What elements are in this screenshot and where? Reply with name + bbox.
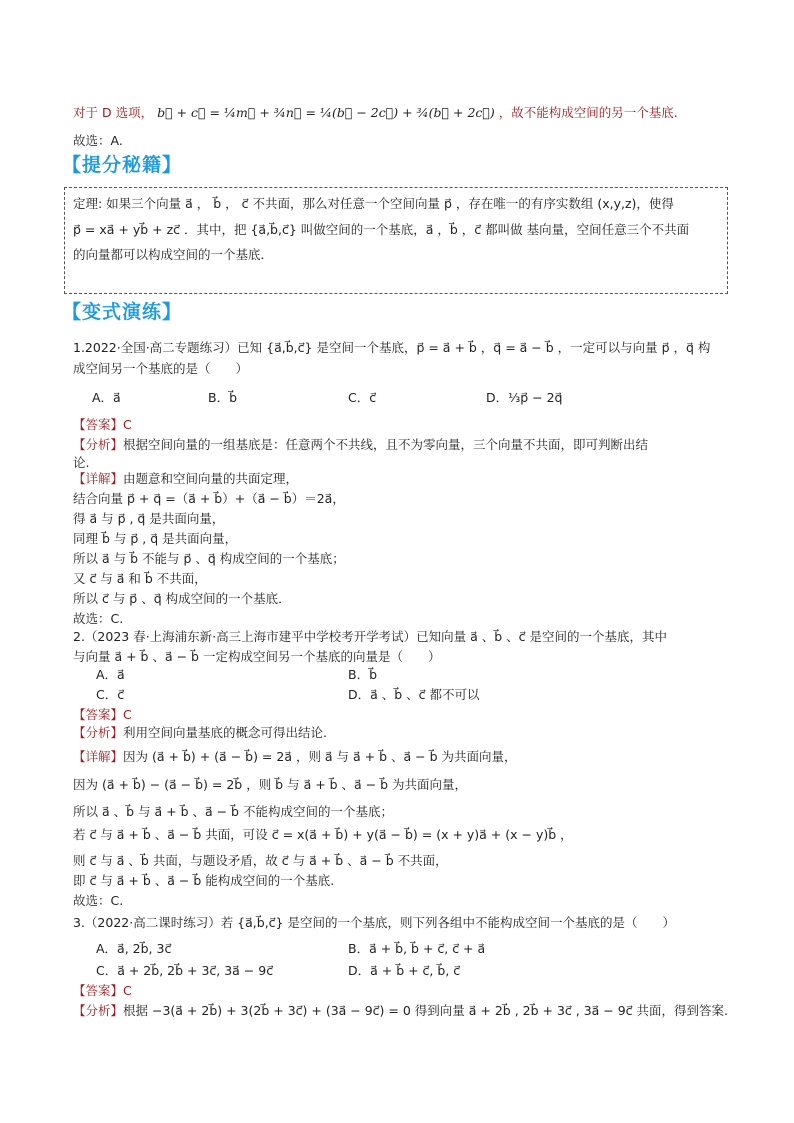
q3-analysis-tag: 【分析】 — [73, 1003, 124, 1018]
q1-detail-6: 又 c⃗ 与 a⃗ 和 b⃗ 不共面， — [73, 571, 207, 586]
section-practice-header: 【变式演练】 — [62, 301, 183, 323]
q3-option-b: B．a⃗ + b⃗, b⃗ + c⃗, c⃗ + a⃗ — [348, 941, 486, 956]
q1-option-b: B．b⃗ — [208, 390, 238, 405]
q3-stem-1: 3.（2022·高二课时练习）若 {a⃗,b⃗,c⃗} 是空间的一个基底，则下列各组中不能构成空间一个基底的是（ ） — [73, 915, 675, 930]
answer-choose: 故选：A. — [73, 133, 123, 148]
q3-answer-tag: 【答案】 — [73, 983, 124, 998]
q1-stem-2-text: 成空间另一个基底的是（ ） — [73, 361, 249, 376]
q2-answer — [73, 706, 132, 724]
q1-analysis-text: 根据空间向量的一组基底是：任意两个不共线，且不为零向量，三个向量不共面，即可判断出结 — [123, 437, 649, 452]
q1-stem-1 — [73, 339, 710, 357]
q1-answer — [73, 416, 132, 434]
q1-detail-tag: 【详解】 — [73, 471, 124, 486]
q1-analysis — [73, 436, 648, 454]
q3-analysis — [73, 1002, 728, 1020]
q1-analysis-cont: 论. — [73, 455, 90, 470]
q1-detail-2: 结合向量 p⃗ + q⃗ =（a⃗ + b⃗）+（a⃗ − b⃗）＝2a⃗， — [73, 491, 345, 506]
q1-answer-value: C — [123, 417, 132, 432]
q2-stem-2: 与向量 a⃗ + b⃗ 、a⃗ − b⃗ 一定构成空间另一个基底的向量是（ ） — [73, 649, 441, 664]
q1-detail-7: 所以 c⃗ 与 p⃗ 、q⃗ 构成空间的一个基底． — [73, 591, 291, 606]
q2-detail-4: 若 c⃗ 与 a⃗ + b⃗ 、a⃗ − b⃗ 共面，可设 c⃗ = x(a⃗ + b⃗) + y(a⃗ − b⃗) = (x + y)a⃗ + (x − y)b⃗ ， — [73, 827, 573, 842]
q2-detail — [73, 748, 517, 766]
d-option-prefix: 对于 D 选项， — [73, 105, 154, 120]
q1-option-c: C．c⃗ — [348, 390, 377, 405]
q1-detail-4: 同理 b⃗ 与 p⃗ , q⃗ 是共面向量， — [73, 531, 238, 546]
q1-stem-2 — [73, 360, 248, 378]
q2-option-c: C．c⃗ — [96, 687, 125, 702]
q2-answer-value: C — [123, 707, 132, 722]
q2-detail-1: 因为 (a⃗ + b⃗) + (a⃗ − b⃗) = 2a⃗ ，则 a⃗ 与 a⃗ + b⃗ 、a⃗ − b⃗ 为共面向量， — [123, 749, 517, 764]
q1-stem-1-text: 1.2022·全国·高二专题练习）已知 {a⃗,b⃗,c⃗} 是空间一个基底，p⃗ = a⃗ + b⃗ ，q⃗ = a⃗ − b⃗ ，一定可以与向量 p⃗ ，q⃗ 构 — [73, 340, 711, 355]
q2-option-d: D．a⃗ 、b⃗ 、c⃗ 都不可以 — [348, 687, 480, 702]
q2-stem-1: 2.（2023 春·上海浦东新·高三上海市建平中学校考开学考试）已知向量 a⃗ 、b⃗ 、c⃗ 是空间的一个基底，其中 — [73, 629, 668, 644]
q1-analysis-tag: 【分析】 — [73, 437, 124, 452]
q2-detail-2: 因为 (a⃗ + b⃗) − (a⃗ − b⃗) = 2b⃗ ，则 b⃗ 与 a⃗ + b⃗ 、a⃗ − b⃗ 为共面向量， — [73, 777, 468, 792]
answer-line — [73, 132, 123, 150]
q2-choose: 故选：C. — [73, 893, 124, 908]
q2-analysis-text: 利用空间向量基底的概念可得出结论. — [123, 725, 327, 740]
d-option-suffix: ，故不能构成空间的另一个基底. — [498, 105, 678, 120]
q1-detail-5: 所以 a⃗ 与 b⃗ 不能与 p⃗ 、q⃗ 构成空间的一个基底； — [73, 551, 345, 566]
q1-detail — [73, 470, 298, 488]
q3-answer-value: C — [123, 983, 132, 998]
q1-choose: 故选：C. — [73, 611, 124, 626]
section-tips-header: 【提分秘籍】 — [62, 154, 183, 176]
q2-option-b: B．b⃗ — [348, 667, 378, 682]
q3-option-c: C．a⃗ + 2b⃗, 2b⃗ + 3c⃗, 3a⃗ − 9c⃗ — [96, 963, 274, 978]
theorem-line-1: 定理: 如果三个向量 a⃗ ， b⃗ ， c⃗ 不共面，那么对任意一个空间向量 p⃗ ，存在唯一的有序实数组 (x,y,z)，使得 — [73, 196, 674, 211]
q3-answer — [73, 982, 132, 1000]
q2-detail-6: 即 c⃗ 与 a⃗ + b⃗ 、a⃗ − b⃗ 能构成空间的一个基底. — [73, 873, 335, 888]
q2-detail-tag: 【详解】 — [73, 749, 124, 764]
q2-analysis-tag: 【分析】 — [73, 725, 124, 740]
q1-option-d: D．⅓p⃗ − 2q⃗ — [486, 390, 563, 405]
q1-detail-1: 由题意和空间向量的共面定理， — [123, 471, 299, 486]
q3-option-d: D．a⃗ + b⃗ + c⃗, b⃗, c⃗ — [348, 963, 461, 978]
q2-detail-3: 所以 a⃗ 、b⃗ 与 a⃗ + b⃗ 、a⃗ − b⃗ 不能构成空间的一个基底； — [73, 804, 393, 819]
theorem-box — [64, 187, 728, 294]
q3-analysis-text: 根据 −3(a⃗ + 2b⃗) + 3(2b⃗ + 3c⃗) + (3a⃗ − 9c⃗) = 0 得到向量 a⃗ + 2b⃗ , 2b⃗ + 3c⃗ , 3a⃗ − 9c⃗ 共面，得到答案. — [123, 1003, 728, 1018]
q1-detail-3: 得 a⃗ 与 p⃗ , q⃗ 是共面向量， — [73, 511, 225, 526]
d-option-formula: b⃗ + c⃗ = ¼m⃗ + ¾n⃗ = ¼(b⃗ − 2c⃗) + ¾(b⃗ + 2c⃗) — [157, 105, 495, 120]
theorem-line-3: 的向量都可以构成空间的一个基底． — [73, 247, 274, 262]
d-option-line — [73, 104, 678, 122]
q2-analysis — [73, 724, 327, 742]
q1-option-a: A．a⃗ — [92, 390, 121, 405]
q3-option-a: A．a⃗, 2b⃗, 3c⃗ — [96, 941, 172, 956]
theorem-line-2: p⃗ = xa⃗ + yb⃗ + zc⃗ ．其中，把 {a⃗,b⃗,c⃗} 叫做空间的一个基底，a⃗ ，b⃗ ，c⃗ 都叫做 基向量，空间任意三个不共面 — [73, 222, 690, 237]
q2-detail-5: 则 c⃗ 与 a⃗ 、b⃗ 共面，与题设矛盾，故 c⃗ 与 a⃗ + b⃗ 、a⃗ − b⃗ 不共面， — [73, 853, 448, 868]
q2-answer-tag: 【答案】 — [73, 707, 124, 722]
q1-answer-tag: 【答案】 — [73, 417, 124, 432]
q2-option-a: A．a⃗ — [96, 667, 125, 682]
